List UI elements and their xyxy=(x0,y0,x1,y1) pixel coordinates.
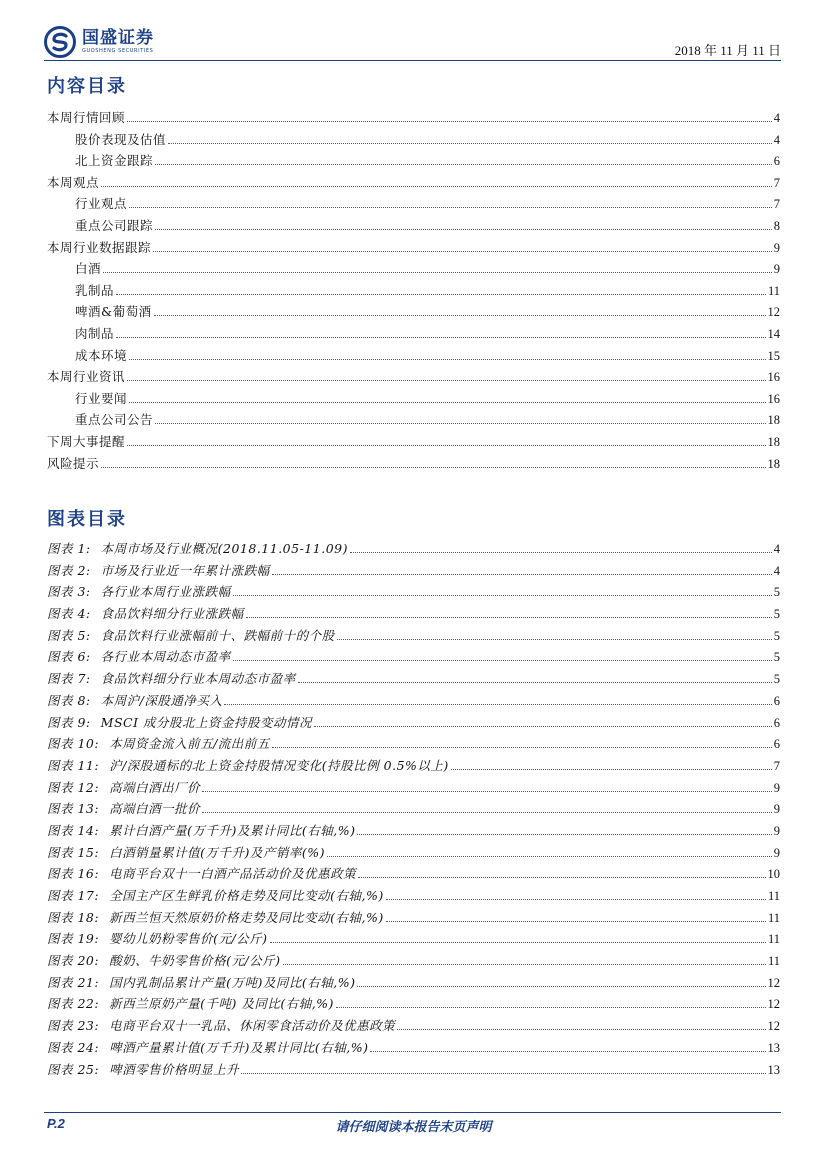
figure-entry[interactable] xyxy=(47,950,780,972)
figure-entry[interactable] xyxy=(47,842,780,864)
figure-entry-number: 图表 18: xyxy=(47,909,100,925)
figure-entry-text xyxy=(47,1037,368,1059)
figure-entry-label: 本周资金流入前五/流出前五 xyxy=(109,736,270,752)
toc-entry-label: 风险提示 xyxy=(47,455,100,471)
disclaimer-note: 请仔细阅读本报告末页声明 xyxy=(335,1120,492,1135)
dot-leader xyxy=(224,704,771,705)
dot-leader xyxy=(155,164,772,165)
figure-entry-page: 5 xyxy=(773,585,780,600)
toc-entry[interactable] xyxy=(47,258,780,280)
figure-entry-number: 图表 16: xyxy=(47,866,100,882)
toc-entry[interactable] xyxy=(47,280,780,302)
dot-leader xyxy=(233,595,772,596)
dot-leader xyxy=(155,423,765,424)
figure-entry-text xyxy=(47,972,355,994)
dot-leader xyxy=(327,856,772,857)
figure-entry[interactable] xyxy=(47,712,780,734)
toc-entry[interactable] xyxy=(47,129,780,151)
figure-entry[interactable] xyxy=(47,1059,780,1081)
logo-text: 国盛证券 xyxy=(82,28,154,48)
dot-leader xyxy=(116,337,765,338)
figure-entry[interactable] xyxy=(47,907,780,929)
dot-leader xyxy=(116,294,766,295)
figure-entry-number: 图表 1: xyxy=(47,541,91,556)
toc-entry-label: 行业观点 xyxy=(75,196,128,212)
toc-entry-page: 18 xyxy=(767,413,780,428)
figure-entry-page: 12 xyxy=(767,975,780,990)
figure-entry-number: 图表 14: xyxy=(47,822,100,838)
guosheng-logo-icon xyxy=(44,26,76,58)
figure-entry-label: 新西兰原奶产量(千吨) 及同比(右轴,%) xyxy=(109,996,334,1012)
toc-entry[interactable] xyxy=(47,323,780,345)
toc-entry[interactable] xyxy=(47,107,780,129)
dot-leader xyxy=(155,229,772,230)
figure-entry-number: 图表 23: xyxy=(47,1018,100,1034)
dot-leader xyxy=(127,380,765,381)
figure-entry-text xyxy=(47,1059,239,1081)
toc-entry[interactable] xyxy=(47,193,780,215)
dot-leader xyxy=(451,769,772,770)
figure-entry-number: 图表 21: xyxy=(47,974,100,990)
figure-entry-label: 食品饮料细分行业涨跌幅 xyxy=(100,606,244,622)
dot-leader xyxy=(202,791,772,792)
toc-entry-page: 15 xyxy=(767,348,780,363)
toc-entry-page: 7 xyxy=(773,197,780,212)
figure-entry-number: 图表 13: xyxy=(47,801,100,817)
figure-entry-page: 10 xyxy=(767,867,780,882)
figure-entry[interactable] xyxy=(47,538,780,560)
figure-entry[interactable] xyxy=(47,928,780,950)
dot-leader xyxy=(246,617,772,618)
toc-entry-label: 重点公司公告 xyxy=(75,412,154,428)
figure-entry-number: 图表 24: xyxy=(47,1039,100,1055)
figure-entry-page: 12 xyxy=(767,1019,780,1034)
dot-leader xyxy=(386,921,766,922)
toc-entry-label: 北上资金跟踪 xyxy=(75,153,154,169)
figure-entry-text xyxy=(47,560,270,582)
figure-entry-page: 9 xyxy=(773,823,780,838)
toc-entry-label: 重点公司跟踪 xyxy=(75,217,154,233)
dot-leader xyxy=(101,186,772,187)
dot-leader xyxy=(168,143,772,144)
dot-leader xyxy=(350,552,772,553)
figure-entry-number: 图表 15: xyxy=(47,844,100,860)
toc-entry-label: 股价表现及估值 xyxy=(75,131,167,147)
toc-entry-label: 成本环境 xyxy=(75,347,128,363)
figure-entry-label: 啤酒产量累计值(万千升)及累计同比(右轴,%) xyxy=(109,1039,369,1055)
company-logo xyxy=(44,24,154,60)
figure-entry-text xyxy=(47,907,384,929)
figure-entry-text xyxy=(47,885,384,907)
dot-leader xyxy=(129,402,765,403)
dot-leader xyxy=(270,942,766,943)
figure-entry-label: 本周市场及行业概况(2018.11.05-11.09) xyxy=(100,541,348,556)
figure-entry-label: 累计白酒产量(万千升)及累计同比(右轴,%) xyxy=(109,822,356,838)
figure-entry-text xyxy=(47,798,200,820)
figure-entry-label: 国内乳制品累计产量(万吨)及同比(右轴,%) xyxy=(109,974,356,990)
dot-leader xyxy=(357,986,765,987)
figure-entry-label: 电商平台双十一乳品、休闲零食活动价及优惠政策 xyxy=(109,1018,396,1034)
toc-entry-page: 7 xyxy=(773,175,780,190)
figure-entry[interactable] xyxy=(47,885,780,907)
toc-entry-label: 行业要闻 xyxy=(75,390,128,406)
figure-entry-page: 7 xyxy=(773,758,780,773)
dot-leader xyxy=(129,207,772,208)
toc-entry-page: 6 xyxy=(773,154,780,169)
toc-entry-page: 16 xyxy=(767,370,780,385)
toc-entry-page: 16 xyxy=(767,391,780,406)
figure-entry-page: 6 xyxy=(773,737,780,752)
figure-entry-page: 9 xyxy=(773,802,780,817)
figure-entry-text xyxy=(47,603,244,625)
dot-leader xyxy=(272,747,772,748)
page-number: P.2 xyxy=(47,1116,65,1131)
figure-entry-text xyxy=(47,625,335,647)
toc-list xyxy=(47,107,780,474)
figure-entry-page: 4 xyxy=(773,563,780,578)
dot-leader xyxy=(336,1007,766,1008)
figure-entry-label: 高端白酒出厂价 xyxy=(109,779,201,795)
toc-entry-label: 肉制品 xyxy=(75,325,115,341)
dot-leader xyxy=(298,682,772,683)
figure-entry-text xyxy=(47,863,356,885)
figure-entry-number: 图表 5: xyxy=(47,627,91,643)
dot-leader xyxy=(129,359,765,360)
toc-entry[interactable] xyxy=(47,301,780,323)
figure-entry-page: 11 xyxy=(767,889,780,903)
figure-entry-number: 图表 3: xyxy=(47,584,91,600)
figure-entry-page: 11 xyxy=(767,910,780,925)
figure-entry-page: 5 xyxy=(773,672,780,687)
figure-entry-text xyxy=(47,928,268,950)
figure-entry-page: 9 xyxy=(773,780,780,795)
figure-entry-label: 各行业本周动态市盈率 xyxy=(100,649,231,665)
toc-entry[interactable] xyxy=(47,215,780,237)
toc-entry-label: 本周行情回顾 xyxy=(47,110,126,125)
toc-entry-page: 18 xyxy=(767,434,780,449)
dot-leader xyxy=(386,899,766,900)
figure-entry-page: 5 xyxy=(773,607,780,622)
toc-entry-label: 啤酒&葡萄酒 xyxy=(75,304,152,320)
toc-entry-page: 11 xyxy=(767,283,780,298)
figure-entry-label: 食品饮料细分行业本周动态市盈率 xyxy=(100,671,296,687)
figure-entry-label: 市场及行业近一年累计涨跌幅 xyxy=(100,562,270,578)
figure-entry-page: 6 xyxy=(773,715,780,730)
figure-entry[interactable] xyxy=(47,798,780,820)
figure-entry-label: 食品饮料行业涨幅前十、跌幅前十的个股 xyxy=(100,627,335,643)
figure-entry-page: 4 xyxy=(773,542,780,556)
logo-subtext: GUOSHENG SECURITIES xyxy=(82,48,154,54)
toc-entry[interactable] xyxy=(47,237,780,259)
figure-entry-text xyxy=(47,690,222,712)
figure-list-heading: 图表目录 xyxy=(47,509,127,530)
dot-leader xyxy=(127,121,772,122)
figure-entry-page: 13 xyxy=(767,1062,780,1077)
dot-leader xyxy=(233,660,772,661)
dot-leader xyxy=(127,445,765,446)
toc-entry-page: 18 xyxy=(767,456,780,471)
figure-entry-page: 11 xyxy=(767,932,780,947)
dot-leader xyxy=(202,812,772,813)
figure-entry-label: 酸奶、牛奶零售价格(元/公斤) xyxy=(109,953,281,969)
figure-entry-text xyxy=(47,1015,395,1037)
dot-leader xyxy=(357,834,771,835)
dot-leader xyxy=(272,574,772,575)
toc-entry[interactable] xyxy=(47,388,780,410)
figure-entry[interactable] xyxy=(47,668,780,690)
toc-entry-page: 9 xyxy=(773,262,780,277)
dot-leader xyxy=(241,1073,765,1074)
figure-entry-text xyxy=(47,581,231,603)
toc-entry-label: 本周行业资讯 xyxy=(47,369,126,385)
figure-entry-number: 图表 11: xyxy=(47,757,100,773)
figure-entry[interactable] xyxy=(47,972,780,994)
figure-entry-text xyxy=(47,777,200,799)
figure-entry-text xyxy=(47,950,281,972)
figure-entry-number: 图表 17: xyxy=(47,888,100,903)
figure-entry-label: 各行业本周行业涨跌幅 xyxy=(100,584,231,600)
figure-entry-number: 图表 8: xyxy=(47,692,91,708)
figure-entry-number: 图表 20: xyxy=(47,953,100,969)
toc-entry-page: 14 xyxy=(767,326,780,341)
toc-entry[interactable] xyxy=(47,172,780,194)
toc-entry[interactable] xyxy=(47,366,780,388)
toc-entry[interactable] xyxy=(47,431,780,453)
figure-entry[interactable] xyxy=(47,646,780,668)
toc-entry-page: 4 xyxy=(773,111,780,125)
figure-entry-page: 6 xyxy=(773,693,780,708)
figure-entry-page: 11 xyxy=(767,954,780,969)
figure-entry-text xyxy=(47,712,312,734)
dot-leader xyxy=(153,251,772,252)
toc-entry-page: 9 xyxy=(773,240,780,255)
dot-leader xyxy=(101,467,765,468)
toc-entry[interactable] xyxy=(47,453,780,475)
figure-entry[interactable] xyxy=(47,820,780,842)
figure-entry-number: 图表 4: xyxy=(47,606,91,622)
figure-entry-page: 9 xyxy=(773,845,780,860)
toc-entry-label: 下周大事提醒 xyxy=(47,433,126,449)
figure-entry-number: 图表 9: xyxy=(47,714,91,730)
dot-leader xyxy=(283,964,766,965)
figure-entry[interactable] xyxy=(47,777,780,799)
toc-entry-label: 本周行业数据跟踪 xyxy=(47,239,152,255)
figure-entry-page: 5 xyxy=(773,628,780,643)
figure-entry-label: 电商平台双十一白酒产品活动价及优惠政策 xyxy=(109,866,357,882)
figure-entry[interactable] xyxy=(47,755,780,777)
toc-entry[interactable] xyxy=(47,345,780,367)
figure-entry[interactable] xyxy=(47,581,780,603)
figure-entry-label: 全国主产区生鲜乳价格走势及同比变动(右轴,%) xyxy=(109,888,384,903)
figure-entry-number: 图表 2: xyxy=(47,562,91,578)
report-date: 2018 年 11 月 11 日 xyxy=(674,43,781,58)
figure-entry[interactable] xyxy=(47,603,780,625)
figure-entry[interactable] xyxy=(47,625,780,647)
toc-entry-page: 12 xyxy=(767,305,780,320)
figure-entry-page: 12 xyxy=(767,997,780,1012)
figure-list xyxy=(47,538,780,1080)
toc-heading: 内容目录 xyxy=(47,76,127,97)
figure-entry-text xyxy=(47,733,270,755)
toc-entry-page: 8 xyxy=(773,218,780,233)
figure-entry[interactable] xyxy=(47,733,780,755)
figure-entry-number: 图表 6: xyxy=(47,649,91,665)
dot-leader xyxy=(358,877,765,878)
toc-entry[interactable] xyxy=(47,150,780,172)
toc-entry[interactable] xyxy=(47,409,780,431)
toc-entry-label: 白酒 xyxy=(75,261,102,277)
figure-entry-label: 白酒销量累计值(万千升)及产销率(%) xyxy=(109,844,325,860)
figure-entry-label: 本周沪/深股通净买入 xyxy=(100,692,223,708)
toc-entry-label: 乳制品 xyxy=(75,282,115,298)
figure-entry-page: 13 xyxy=(767,1040,780,1055)
figure-entry-number: 图表 10: xyxy=(47,736,100,752)
footer-divider xyxy=(44,1112,781,1113)
figure-entry[interactable] xyxy=(47,690,780,712)
figure-entry-text xyxy=(47,755,449,777)
figure-entry-number: 图表 7: xyxy=(47,671,91,687)
figure-entry-text xyxy=(47,842,325,864)
dot-leader xyxy=(337,639,772,640)
figure-entry[interactable] xyxy=(47,560,780,582)
figure-entry-label: 高端白酒一批价 xyxy=(109,801,201,817)
figure-entry-number: 图表 12: xyxy=(47,779,100,795)
figure-entry-text xyxy=(47,820,355,842)
figure-entry-text xyxy=(47,646,231,668)
toc-entry-page: 4 xyxy=(773,132,780,147)
dot-leader xyxy=(314,726,772,727)
figure-entry[interactable] xyxy=(47,863,780,885)
figure-entry-label: 沪/深股通标的北上资金持股情况变化(持股比例 0.5%以上) xyxy=(109,757,449,773)
figure-entry-text xyxy=(47,993,334,1015)
figure-entry-number: 图表 19: xyxy=(47,931,100,947)
dot-leader xyxy=(103,272,772,273)
figure-entry-text xyxy=(47,538,348,560)
figure-entry-page: 5 xyxy=(773,650,780,665)
figure-entry[interactable] xyxy=(47,1037,780,1059)
dot-leader xyxy=(370,1051,765,1052)
figure-entry-text xyxy=(47,668,296,690)
dot-leader xyxy=(154,315,766,316)
figure-entry[interactable] xyxy=(47,993,780,1015)
figure-entry-label: MSCI 成分股北上资金持股变动情况 xyxy=(100,714,312,730)
figure-entry-number: 图表 22: xyxy=(47,996,100,1012)
figure-entry[interactable] xyxy=(47,1015,780,1037)
toc-entry-label: 本周观点 xyxy=(47,174,100,190)
figure-entry-label: 婴幼儿奶粉零售价(元/公斤) xyxy=(109,931,268,947)
header-divider xyxy=(44,60,781,61)
figure-entry-number: 图表 25: xyxy=(47,1061,100,1077)
figure-entry-label: 啤酒零售价格明显上升 xyxy=(109,1061,240,1077)
dot-leader xyxy=(397,1029,765,1030)
figure-entry-label: 新西兰恒天然原奶价格走势及同比变动(右轴,%) xyxy=(109,909,384,925)
